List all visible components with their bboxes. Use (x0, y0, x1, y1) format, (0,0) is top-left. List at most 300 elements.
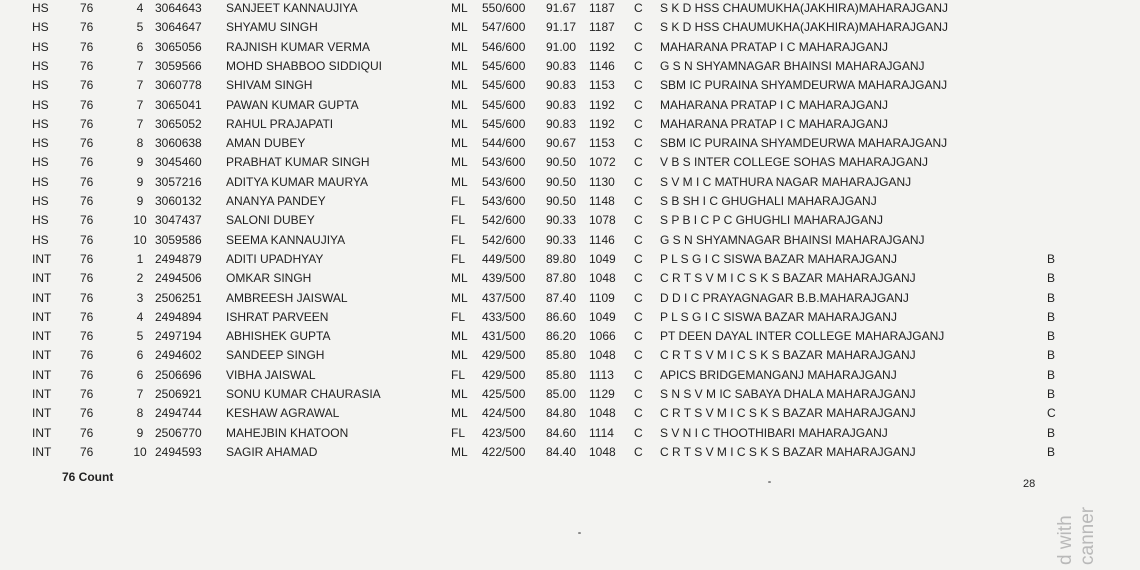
cell-type: INT (32, 290, 52, 305)
cell-cat: C (634, 425, 643, 440)
cell-code: 1048 (589, 444, 616, 459)
cell-cat: C (634, 1, 643, 15)
cell-type: HS (32, 58, 49, 73)
cell-type: HS (32, 20, 49, 35)
cell-roll: 2494894 (155, 309, 202, 324)
cell-group: FL (451, 425, 466, 440)
watermark-line-1: d with (1055, 515, 1076, 565)
cell-type: INT (32, 425, 52, 440)
cell-cat: C (634, 213, 643, 228)
cell-group: ML (451, 290, 468, 305)
cell-dist: 76 (80, 309, 94, 324)
cell-pct: 90.50 (546, 174, 577, 189)
cell-type: HS (32, 116, 49, 131)
cell-rank: 6 (136, 367, 144, 382)
cell-pct: 85.80 (546, 367, 577, 382)
cell-cat: C (634, 309, 643, 324)
cell-marks: 543/600 (482, 174, 526, 189)
cell-code: 1192 (589, 116, 615, 131)
page-number: 28 (1023, 478, 1036, 490)
cell-marks: 545/600 (482, 116, 526, 131)
cell-code: 1187 (589, 1, 615, 15)
cell-group: ML (451, 116, 468, 131)
cell-rank: 5 (136, 329, 144, 344)
cell-cat: C (634, 348, 643, 363)
cell-grade: B (1047, 348, 1056, 363)
cell-name: SAGIR AHAMAD (226, 444, 318, 459)
cell-dist: 76 (80, 367, 94, 382)
cell-grade: B (1047, 425, 1056, 440)
cell-roll: 2494602 (155, 348, 202, 363)
cell-rank: 8 (136, 406, 144, 421)
cell-rank: 9 (136, 174, 144, 189)
cell-school: PT DEEN DAYAL INTER COLLEGE MAHARAJGANJ (660, 329, 945, 344)
table-row (0, 134, 1140, 153)
cell-group: FL (451, 251, 466, 266)
cell-dist: 76 (80, 232, 94, 247)
cell-pct: 91.00 (546, 39, 577, 54)
cell-dist: 76 (80, 97, 94, 112)
cell-name: OMKAR SINGH (226, 271, 312, 286)
cell-school: S N S V M IC SABAYA DHALA MAHARAJGANJ (660, 387, 916, 401)
cell-rank: 4 (136, 309, 144, 324)
cell-type: INT (32, 271, 52, 286)
cell-school: D D I C PRAYAGNAGAR B.B.MAHARAJGANJ (660, 290, 909, 305)
cell-group: ML (451, 387, 468, 401)
cell-group: ML (451, 155, 468, 170)
cell-name: VIBHA JAISWAL (226, 367, 316, 382)
cell-type: INT (32, 251, 52, 266)
cell-type: INT (32, 309, 52, 324)
scan-speck (768, 481, 771, 483)
cell-roll: 3060132 (155, 194, 202, 208)
cell-marks: 437/500 (482, 290, 526, 305)
cell-pct: 90.83 (546, 116, 577, 131)
cell-cat: C (634, 367, 643, 382)
cell-code: 1048 (589, 271, 616, 286)
cell-grade: B (1047, 387, 1056, 401)
table-row (0, 327, 1140, 346)
cell-marks: 546/600 (482, 39, 526, 54)
cell-code: 1066 (589, 329, 616, 344)
cell-roll: 2506770 (155, 425, 202, 440)
cell-dist: 76 (80, 251, 94, 266)
cell-cat: C (634, 155, 643, 170)
cell-marks: 545/600 (482, 78, 526, 93)
cell-roll: 2494593 (155, 444, 202, 459)
cell-school: S V N I C THOOTHIBARI MAHARAJGANJ (660, 425, 888, 440)
cell-group: ML (451, 20, 468, 35)
cell-roll: 2506921 (155, 387, 202, 401)
cell-roll: 3057216 (155, 174, 202, 189)
cell-type: HS (32, 174, 49, 189)
cell-name: SANJEET KANNAUJIYA (226, 1, 358, 15)
watermark-line-2: canner (1077, 506, 1098, 565)
table-row (0, 76, 1140, 95)
cell-dist: 76 (80, 174, 94, 189)
cell-marks: 433/500 (482, 309, 526, 324)
scanner-watermark (1055, 475, 1140, 565)
cell-dist: 76 (80, 1, 94, 15)
cell-grade: B (1047, 251, 1056, 266)
cell-grade: B (1047, 444, 1056, 459)
cell-school: C R T S V M I C S K S BAZAR MAHARAJGANJ (660, 444, 916, 459)
cell-cat: C (634, 20, 643, 35)
cell-rank: 7 (136, 116, 144, 131)
table-row (0, 366, 1140, 385)
cell-rank: 1 (136, 251, 144, 266)
cell-marks: 542/600 (482, 213, 526, 228)
cell-type: INT (32, 348, 52, 363)
cell-cat: C (634, 406, 643, 421)
cell-cat: C (634, 232, 643, 247)
cell-rank: 10 (133, 213, 147, 228)
cell-cat: C (634, 387, 643, 401)
cell-pct: 90.67 (546, 136, 577, 151)
cell-group: ML (451, 136, 468, 151)
cell-marks: 431/500 (482, 329, 526, 344)
cell-rank: 6 (136, 39, 144, 54)
cell-marks: 550/600 (482, 1, 526, 15)
cell-dist: 76 (80, 78, 94, 93)
cell-marks: 429/500 (482, 348, 526, 363)
cell-marks: 425/500 (482, 387, 526, 401)
cell-rank: 7 (136, 58, 144, 73)
cell-cat: C (634, 444, 643, 459)
table-row (0, 404, 1140, 423)
cell-roll: 3045460 (155, 155, 202, 170)
table-row (0, 269, 1140, 288)
cell-school: MAHARANA PRATAP I C MAHARAJGANJ (660, 116, 889, 131)
cell-cat: C (634, 251, 643, 266)
cell-dist: 76 (80, 329, 94, 344)
cell-school: S P B I C P C GHUGHLI MAHARAJGANJ (660, 213, 883, 228)
cell-rank: 10 (133, 444, 147, 459)
cell-rank: 9 (136, 194, 144, 208)
cell-type: INT (32, 406, 52, 421)
cell-marks: 547/600 (482, 20, 526, 35)
cell-roll: 2494879 (155, 251, 202, 266)
cell-name: AMAN DUBEY (226, 136, 306, 151)
cell-rank: 9 (136, 425, 144, 440)
cell-pct: 89.80 (546, 251, 577, 266)
count-label: 76 Count (62, 470, 114, 484)
cell-code: 1049 (589, 251, 616, 266)
cell-school: G S N SHYAMNAGAR BHAINSI MAHARAJGANJ (660, 58, 925, 73)
cell-marks: 542/600 (482, 232, 526, 247)
cell-school: C R T S V M I C S K S BAZAR MAHARAJGANJ (660, 271, 916, 286)
cell-school: SBM IC PURAINA SHYAMDEURWA MAHARAJGANJ (660, 78, 948, 93)
cell-group: ML (451, 174, 468, 189)
cell-name: RAHUL PRAJAPATI (226, 116, 334, 131)
table-row (0, 424, 1140, 443)
cell-pct: 90.50 (546, 194, 577, 208)
cell-roll: 3059566 (155, 58, 202, 73)
cell-grade: B (1047, 271, 1056, 286)
cell-code: 1072 (589, 155, 616, 170)
cell-cat: C (634, 329, 643, 344)
cell-school: C R T S V M I C S K S BAZAR MAHARAJGANJ (660, 348, 916, 363)
cell-school: V B S INTER COLLEGE SOHAS MAHARAJGANJ (660, 155, 929, 170)
table-row (0, 173, 1140, 192)
cell-name: SALONI DUBEY (226, 213, 315, 228)
table-row (0, 153, 1140, 172)
cell-cat: C (634, 194, 643, 208)
cell-group: ML (451, 39, 468, 54)
table-row (0, 211, 1140, 230)
cell-name: SANDEEP SINGH (226, 348, 325, 363)
cell-school: S B SH I C GHUGHALI MAHARAJGANJ (660, 194, 877, 208)
cell-cat: C (634, 174, 643, 189)
cell-rank: 10 (133, 232, 147, 247)
cell-marks: 424/500 (482, 406, 526, 421)
table-row (0, 115, 1140, 134)
cell-rank: 2 (136, 271, 144, 286)
cell-roll: 3060638 (155, 136, 202, 151)
cell-name: PAWAN KUMAR GUPTA (226, 97, 359, 112)
cell-marks: 544/600 (482, 136, 526, 151)
cell-marks: 545/600 (482, 97, 526, 112)
table-row (0, 192, 1140, 211)
cell-code: 1192 (589, 39, 615, 54)
cell-group: ML (451, 97, 468, 112)
cell-rank: 3 (136, 290, 144, 305)
cell-name: SONU KUMAR CHAURASIA (226, 387, 381, 401)
cell-dist: 76 (80, 136, 94, 151)
cell-type: HS (32, 194, 49, 208)
cell-cat: C (634, 136, 643, 151)
cell-code: 1078 (589, 213, 616, 228)
cell-roll: 2497194 (155, 329, 202, 344)
cell-code: 1130 (589, 174, 615, 189)
cell-name: RAJNISH KUMAR VERMA (226, 39, 371, 54)
cell-rank: 7 (136, 387, 144, 401)
cell-group: ML (451, 58, 468, 73)
cell-roll: 3064647 (155, 20, 202, 35)
cell-name: SHYAMU SINGH (226, 20, 318, 35)
cell-marks: 545/600 (482, 58, 526, 73)
cell-dist: 76 (80, 387, 94, 401)
cell-roll: 2506251 (155, 290, 202, 305)
cell-dist: 76 (80, 271, 94, 286)
cell-name: ADITYA KUMAR MAURYA (226, 174, 369, 189)
cell-rank: 4 (136, 1, 144, 15)
cell-school: S K D HSS CHAUMUKHA(JAKHIRA)MAHARAJGANJ (660, 1, 949, 15)
cell-school: APICS BRIDGEMANGANJ MAHARAJGANJ (660, 367, 897, 382)
cell-name: SEEMA KANNAUJIYA (226, 232, 346, 247)
cell-name: ISHRAT PARVEEN (226, 309, 329, 324)
cell-school: G S N SHYAMNAGAR BHAINSI MAHARAJGANJ (660, 232, 925, 247)
cell-type: INT (32, 367, 52, 382)
cell-marks: 422/500 (482, 444, 526, 459)
cell-pct: 90.83 (546, 78, 577, 93)
cell-rank: 5 (136, 20, 144, 35)
cell-group: ML (451, 1, 468, 15)
cell-pct: 91.17 (546, 20, 577, 35)
cell-rank: 7 (136, 97, 144, 112)
cell-dist: 76 (80, 155, 94, 170)
cell-school: MAHARANA PRATAP I C MAHARAJGANJ (660, 39, 889, 54)
cell-dist: 76 (80, 39, 94, 54)
cell-roll: 2494506 (155, 271, 202, 286)
cell-code: 1048 (589, 348, 616, 363)
cell-grade: B (1047, 309, 1056, 324)
cell-group: FL (451, 232, 466, 247)
cell-roll: 3065052 (155, 116, 202, 131)
cell-group: ML (451, 348, 468, 363)
cell-roll: 3065056 (155, 39, 202, 54)
cell-name: KESHAW AGRAWAL (226, 406, 340, 421)
cell-name: ADITI UPADHYAY (226, 251, 324, 266)
cell-group: ML (451, 329, 468, 344)
cell-dist: 76 (80, 58, 94, 73)
cell-code: 1146 (589, 58, 615, 73)
cell-type: INT (32, 444, 52, 459)
cell-pct: 90.83 (546, 97, 577, 112)
cell-pct: 85.00 (546, 387, 577, 401)
cell-code: 1109 (589, 290, 615, 305)
cell-type: INT (32, 387, 52, 401)
cell-pct: 90.33 (546, 232, 577, 247)
cell-code: 1048 (589, 406, 616, 421)
cell-roll: 3047437 (155, 213, 202, 228)
cell-pct: 84.80 (546, 406, 577, 421)
cell-cat: C (634, 97, 643, 112)
cell-dist: 76 (80, 194, 94, 208)
cell-roll: 3060778 (155, 78, 202, 93)
cell-cat: C (634, 271, 643, 286)
cell-type: HS (32, 136, 49, 151)
cell-rank: 7 (136, 78, 144, 93)
table-row (0, 96, 1140, 115)
cell-roll: 2506696 (155, 367, 202, 382)
cell-name: SHIVAM SINGH (226, 78, 313, 93)
cell-pct: 84.60 (546, 425, 577, 440)
cell-name: MAHEJBIN KHATOON (226, 425, 349, 440)
cell-dist: 76 (80, 213, 94, 228)
cell-group: FL (451, 194, 466, 208)
cell-name: MOHD SHABBOO SIDDIQUI (226, 58, 383, 73)
cell-dist: 76 (80, 20, 94, 35)
cell-name: ABHISHEK GUPTA (226, 329, 331, 344)
cell-cat: C (634, 58, 643, 73)
cell-rank: 9 (136, 155, 144, 170)
cell-type: HS (32, 155, 49, 170)
cell-dist: 76 (80, 406, 94, 421)
cell-cat: C (634, 78, 643, 93)
cell-type: HS (32, 1, 49, 15)
cell-grade: B (1047, 290, 1056, 305)
cell-school: SBM IC PURAINA SHYAMDEURWA MAHARAJGANJ (660, 136, 948, 151)
cell-name: ANANYA PANDEY (226, 194, 326, 208)
cell-type: INT (32, 329, 52, 344)
scan-speck (578, 532, 581, 534)
cell-dist: 76 (80, 116, 94, 131)
cell-code: 1187 (589, 20, 615, 35)
cell-group: ML (451, 406, 468, 421)
cell-code: 1153 (589, 136, 615, 151)
cell-school: S K D HSS CHAUMUKHA(JAKHIRA)MAHARAJGANJ (660, 20, 949, 35)
cell-grade: B (1047, 367, 1056, 382)
cell-school: MAHARANA PRATAP I C MAHARAJGANJ (660, 97, 889, 112)
cell-type: HS (32, 39, 49, 54)
cell-marks: 543/600 (482, 194, 526, 208)
cell-type: HS (32, 97, 49, 112)
cell-marks: 543/600 (482, 155, 526, 170)
cell-pct: 90.50 (546, 155, 577, 170)
cell-pct: 87.80 (546, 271, 577, 286)
cell-pct: 90.83 (546, 58, 577, 73)
cell-pct: 86.20 (546, 329, 577, 344)
cell-type: HS (32, 213, 49, 228)
cell-code: 1129 (589, 387, 615, 401)
cell-group: ML (451, 444, 468, 459)
table-row (0, 231, 1140, 250)
cell-name: PRABHAT KUMAR SINGH (226, 155, 370, 170)
cell-code: 1049 (589, 309, 616, 324)
cell-grade: B (1047, 329, 1056, 344)
cell-pct: 91.67 (546, 1, 577, 15)
table-row (0, 308, 1140, 327)
cell-code: 1148 (589, 194, 615, 208)
cell-code: 1146 (589, 232, 615, 247)
cell-marks: 449/500 (482, 251, 526, 266)
table-row (0, 57, 1140, 76)
table-row (0, 443, 1140, 462)
cell-dist: 76 (80, 348, 94, 363)
cell-group: ML (451, 78, 468, 93)
table-row (0, 18, 1140, 37)
cell-pct: 87.40 (546, 290, 577, 305)
cell-marks: 423/500 (482, 425, 526, 440)
cell-rank: 6 (136, 348, 144, 363)
cell-group: ML (451, 271, 468, 286)
cell-cat: C (634, 290, 643, 305)
cell-marks: 439/500 (482, 271, 526, 286)
table-row (0, 385, 1140, 404)
cell-code: 1192 (589, 97, 615, 112)
cell-group: FL (451, 367, 466, 382)
cell-group: FL (451, 309, 466, 324)
cell-code: 1153 (589, 78, 615, 93)
cell-dist: 76 (80, 290, 94, 305)
cell-dist: 76 (80, 444, 94, 459)
cell-roll: 3059586 (155, 232, 202, 247)
table-row (0, 346, 1140, 365)
table-row (0, 0, 1140, 18)
cell-roll: 3065041 (155, 97, 202, 112)
cell-school: S V M I C MATHURA NAGAR MAHARAJGANJ (660, 174, 912, 189)
cell-roll: 2494744 (155, 406, 202, 421)
cell-school: C R T S V M I C S K S BAZAR MAHARAJGANJ (660, 406, 916, 421)
cell-pct: 84.40 (546, 444, 577, 459)
cell-rank: 8 (136, 136, 144, 151)
cell-school: P L S G I C SISWA BAZAR MAHARAJGANJ (660, 309, 897, 324)
cell-grade: C (1047, 406, 1056, 421)
cell-code: 1113 (589, 367, 614, 382)
cell-type: HS (32, 78, 49, 93)
cell-pct: 86.60 (546, 309, 577, 324)
cell-cat: C (634, 39, 643, 54)
cell-cat: C (634, 116, 643, 131)
table-row (0, 38, 1140, 57)
cell-pct: 90.33 (546, 213, 577, 228)
cell-pct: 85.80 (546, 348, 577, 363)
table-row (0, 250, 1140, 269)
cell-dist: 76 (80, 425, 94, 440)
cell-roll: 3064643 (155, 1, 202, 15)
cell-name: AMBREESH JAISWAL (226, 290, 348, 305)
